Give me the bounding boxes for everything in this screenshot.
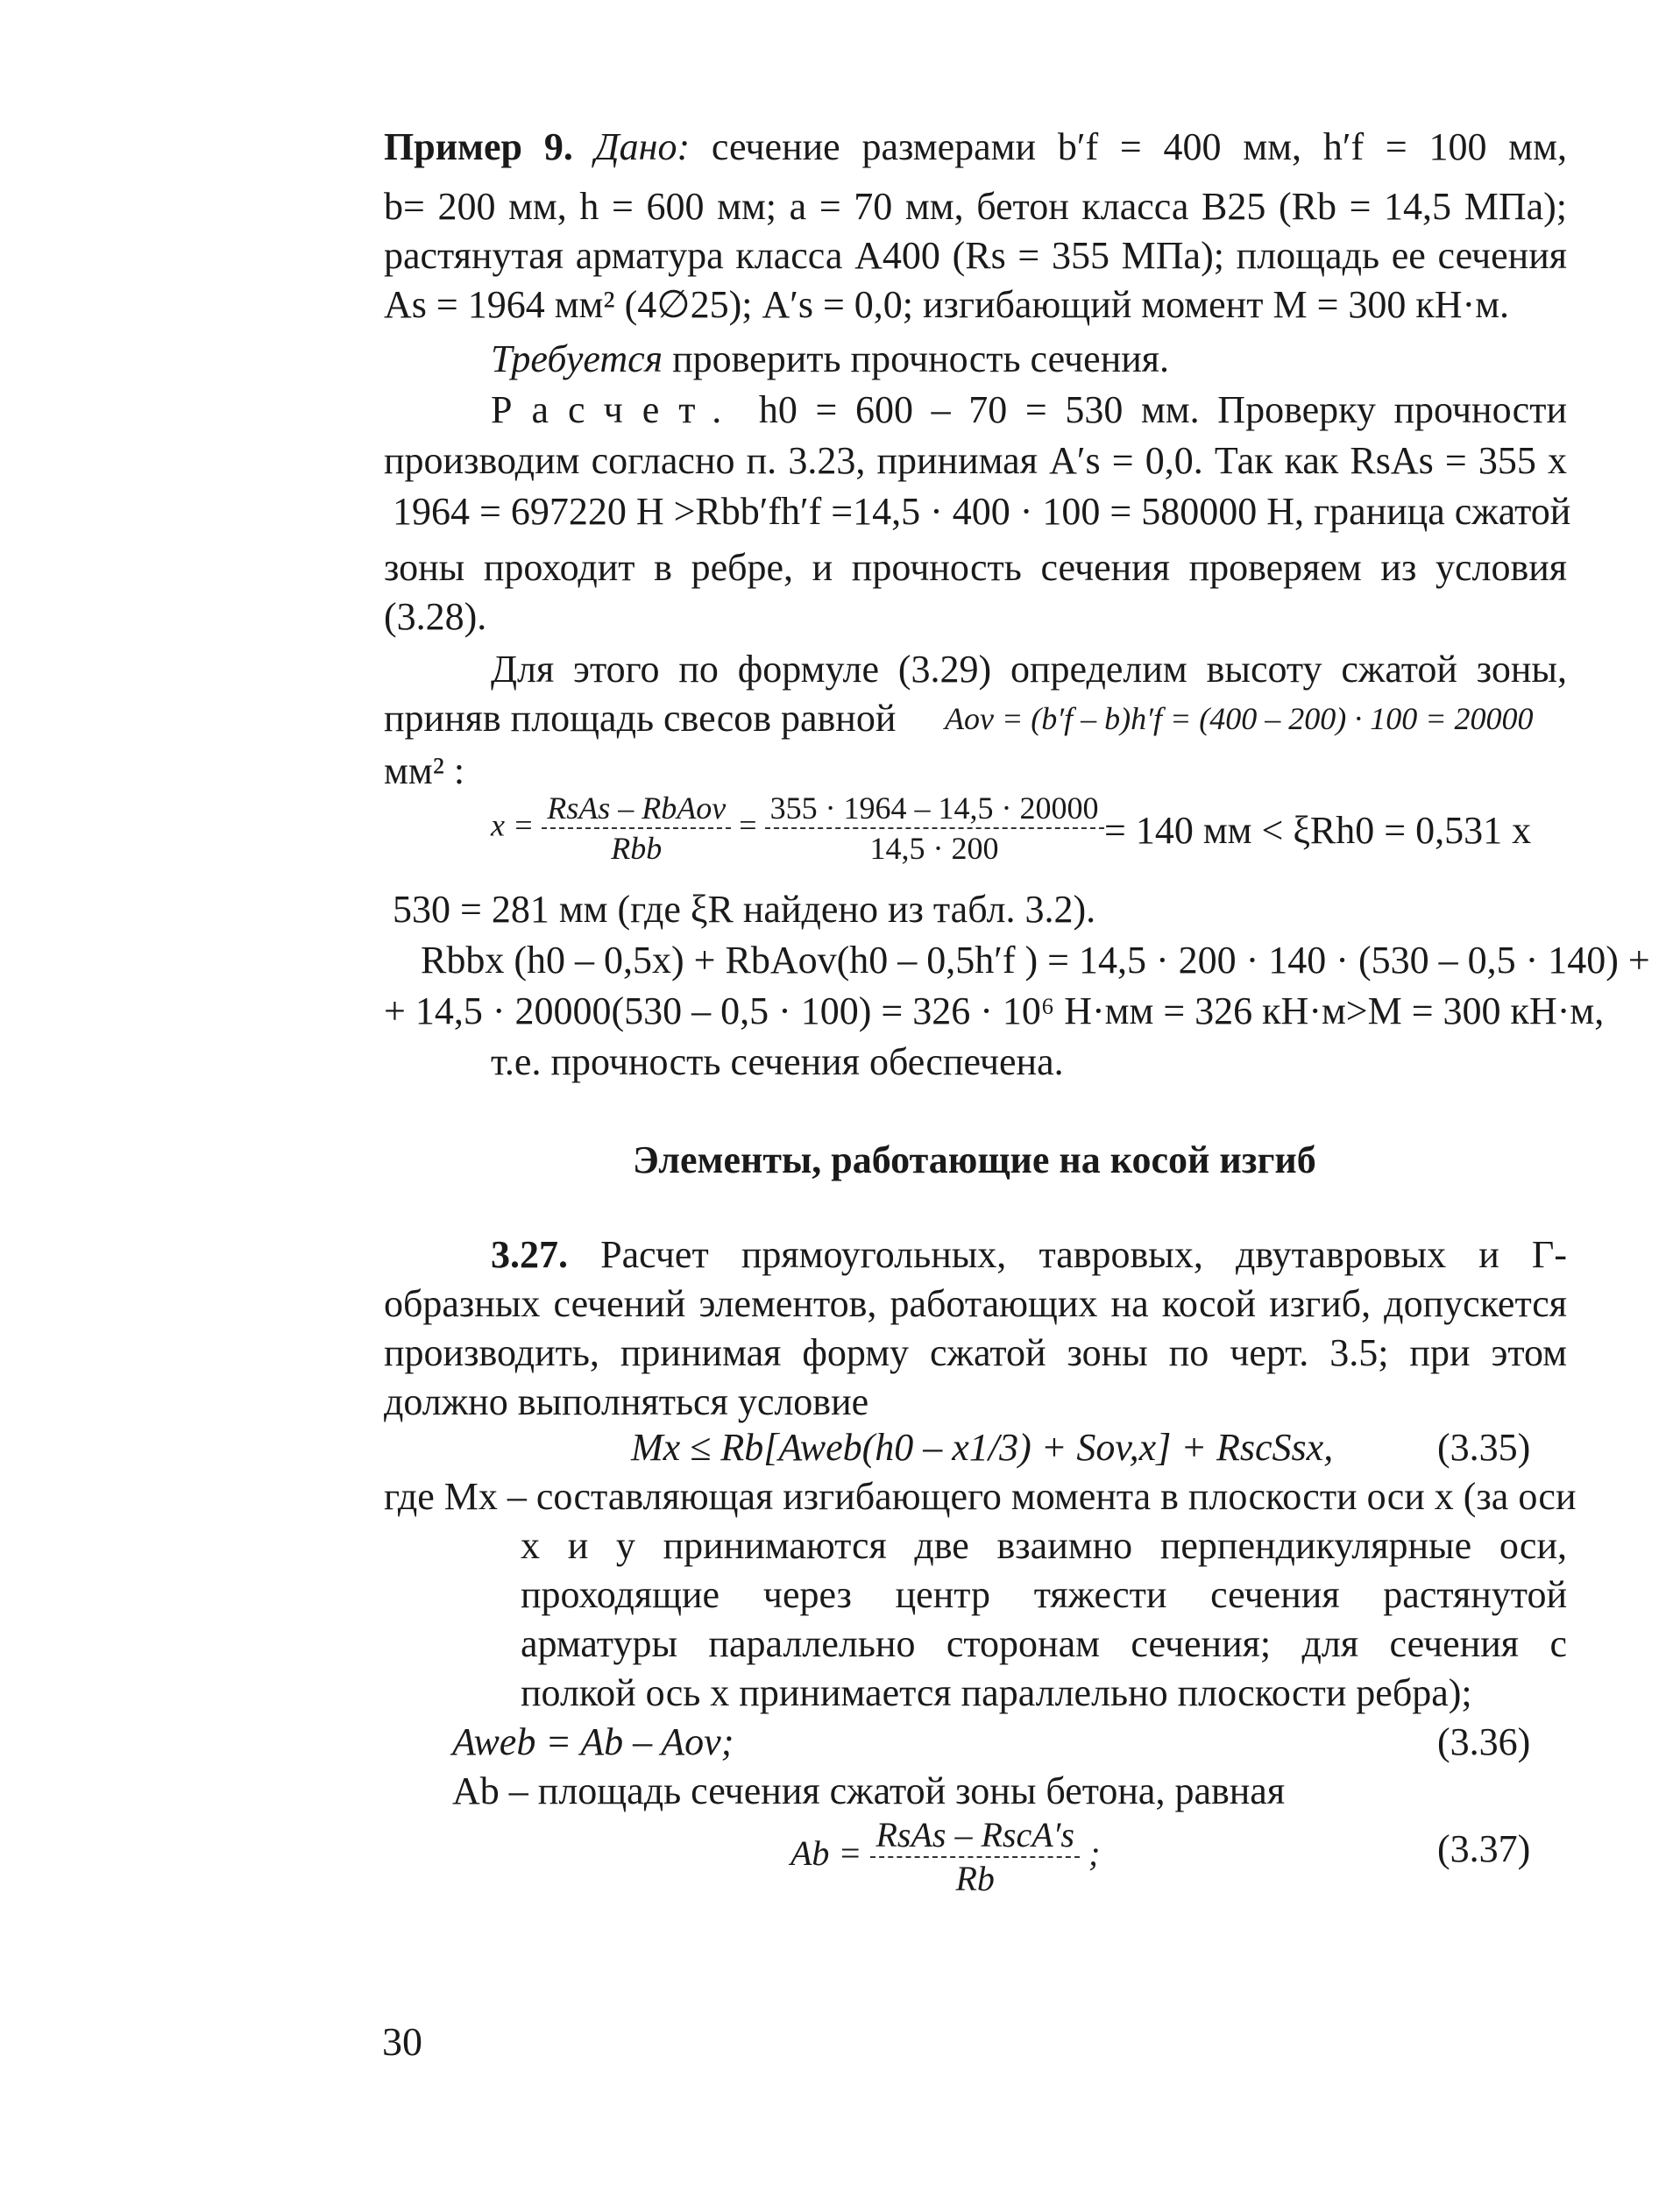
calc-line-1-text: h0 = 600 – 70 = 530 мм. Проверку прочности [758, 388, 1567, 431]
required-label: Требуется [491, 337, 663, 380]
x-fraction-1 [542, 789, 731, 868]
example-line-1 [384, 123, 1567, 172]
calc-line-4: зоны проходит в ребре, и прочность сечения проверяем из условия [384, 546, 1567, 589]
x-fraction-2-den: 14,5 · 200 [869, 831, 999, 866]
page-number: 30 [382, 2019, 422, 2064]
x-fraction-2-num: 355 · 1964 – 14,5 · 20000 [765, 789, 1104, 829]
where-line-5: полкой ось x принимается параллельно плоскости ребра); [521, 1671, 1472, 1714]
required-line [491, 335, 1169, 384]
equation-3-35-number: (3.35) [1437, 1426, 1531, 1469]
where-line-2: x и y принимаются две взаимно перпендикулярные оси, [521, 1524, 1567, 1567]
example-line-1-text: сечение размерами b′f = 400 мм, h′f = 100 мм, [711, 125, 1567, 168]
ab-definition: Ab – площадь сечения сжатой зоны бетона, равная [452, 1769, 1286, 1812]
equation-3-37-lhs: Ab = [790, 1833, 862, 1874]
result-line-3: + 14,5 · 20000(530 – 0,5 · 100) = 326 · 10⁶ Н·мм = 326 кН·м>M = 300 кН·м, [384, 989, 1605, 1032]
equation-3-35: Mx ≤ Rb[Aweb(h0 – x1/3) + Sov,x] + RscSsx, [631, 1426, 1334, 1469]
example-line-2: b= 200 мм, h = 600 мм; a = 70 мм, бетон класса В25 (Rb = 14,5 МПа); [384, 185, 1567, 228]
calc-line-1 [491, 386, 1567, 435]
equation-3-37-tail: ; [1088, 1833, 1101, 1874]
clause-line-1 [491, 1230, 1567, 1280]
calc-line-2: производим согласно п. 3.23, принимая A′s = 0,0. Так как RsAs = 355 х [384, 439, 1567, 482]
calc-line-3: 1964 = 697220 Н >Rbb′fh′f =14,5 · 400 · 100 = 580000 Н, граница сжатой [393, 490, 1571, 533]
where-line-3: проходящие через центр тяжести сечения растянутой [521, 1573, 1567, 1616]
result-line-2: Rbbx (h0 – 0,5x) + RbAov(h0 – 0,5h′f ) = 14,5 · 200 · 140 · (530 – 0,5 · 140) + [421, 939, 1650, 982]
equation-3-36: Aweb = Ab – Aov; [452, 1720, 734, 1763]
equation-3-37-den: Rb [955, 1859, 995, 1898]
clause-line-2: образных сечений элементов, работающих на косой изгиб, допускется [384, 1282, 1567, 1325]
x-lhs: x = [491, 807, 535, 843]
equation-3-37-num: RsAs – RscA′s [870, 1814, 1080, 1858]
calc-label: Расчет. [491, 388, 741, 431]
result-line-1: 530 = 281 мм (где ξR найдено из табл. 3.2). [393, 888, 1096, 931]
x-eq-sign: = [739, 807, 757, 843]
equation-3-37 [790, 1814, 1100, 1900]
example-line-3: растянутая арматура класса А400 (Rs = 355 МПа); площадь ее сечения [384, 234, 1567, 277]
formula-line-3: мм² : [384, 749, 465, 792]
where-line-1: где Mx – составляющая изгибающего момента в плоскости оси x (за оси [384, 1475, 1577, 1518]
given-label: Дано: [594, 125, 691, 168]
example-title: Пример 9. [384, 125, 573, 168]
x-fraction-2 [765, 789, 1104, 868]
x-fraction-1-num: RsAs – RbAov [542, 789, 731, 829]
section-heading: Элементы, работающие на косой изгиб [633, 1138, 1316, 1181]
formula-line-2a: приняв площадь свесов равной [384, 697, 897, 740]
equation-3-37-number: (3.37) [1437, 1827, 1531, 1870]
clause-line-1-text: Расчет прямоугольных, тавровых, двутавровых и Г- [600, 1233, 1568, 1276]
example-line-4: As = 1964 мм² (4∅25); A′s = 0,0; изгибающий момент M = 300 кН·м. [384, 283, 1510, 326]
x-fraction-1-den: Rbb [611, 831, 663, 866]
formula-line-1: Для этого по формуле (3.29) определим высоту сжатой зоны, [491, 648, 1567, 691]
clause-line-4: должно выполняться условие [384, 1380, 869, 1423]
x-result: = 140 мм < ξRh0 = 0,531 х [1104, 809, 1532, 852]
result-line-4: т.е. прочность сечения обеспечена. [491, 1040, 1064, 1083]
clause-line-3: производить, принимая форму сжатой зоны по черт. 3.5; при этом [384, 1331, 1567, 1374]
where-line-4: арматуры параллельно сторонам сечения; для сечения с [521, 1622, 1567, 1665]
calc-line-5: (3.28). [384, 595, 487, 638]
clause-number: 3.27. [491, 1233, 568, 1276]
x-equation [491, 789, 1104, 868]
equation-3-37-fraction [870, 1814, 1080, 1900]
formula-aov: Aov = (b′f – b)h′f = (400 – 200) · 100 = 20000 [945, 701, 1534, 736]
required-text: проверить прочность сечения. [672, 337, 1170, 380]
equation-3-36-number: (3.36) [1437, 1720, 1531, 1763]
